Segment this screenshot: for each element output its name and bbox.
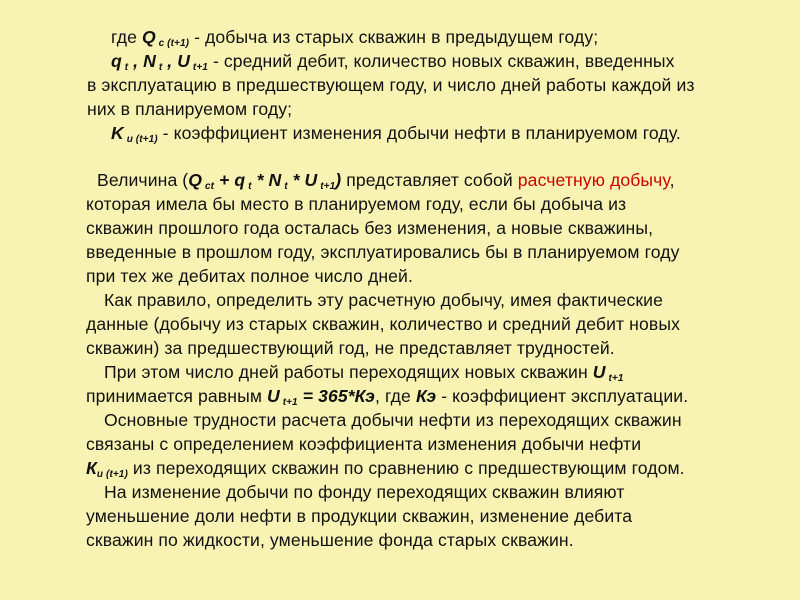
subscript: t bbox=[155, 62, 163, 73]
text: из переходящих скважин по сравнению с предшествующим годом. bbox=[127, 458, 685, 478]
text-line: Как правило, определить эту расчетную добычу, имея фактические bbox=[104, 290, 663, 310]
text: Величина ( bbox=[97, 170, 189, 190]
text: , bbox=[669, 170, 675, 190]
var-q: Q bbox=[188, 170, 203, 190]
text-line: Основные трудности расчета добычи нефти из переходящих скважин bbox=[104, 410, 682, 430]
subscript: с (t+1) bbox=[155, 38, 190, 49]
formula-part: = 365*Кэ bbox=[297, 386, 375, 406]
separator: , bbox=[162, 51, 178, 71]
subscript: t bbox=[121, 62, 129, 73]
text: - коэффициент эксплуатации. bbox=[436, 386, 689, 406]
formula-part: * U bbox=[287, 170, 318, 190]
formula-part: + q bbox=[214, 170, 246, 190]
text: принимается равным bbox=[86, 386, 267, 406]
text: - средний дебит, количество новых скважин, введенных bbox=[207, 51, 675, 71]
text: - добыча из старых скважин в предыдущем году; bbox=[189, 27, 599, 47]
formula-part: * N bbox=[251, 170, 282, 190]
subscript: t+1 bbox=[605, 373, 624, 384]
var-k: К bbox=[86, 458, 97, 478]
text: , где bbox=[374, 386, 416, 406]
text-line: На изменение добычи по фонду переходящих скважин влияют bbox=[104, 482, 625, 502]
text-line: скважин) за предшествующий год, не представляет трудностей. bbox=[86, 338, 615, 358]
subscript: t+1 bbox=[190, 62, 208, 73]
text-line: связаны с определением коэффициента изменения добычи нефти bbox=[86, 434, 642, 454]
subscript: и (t+1) bbox=[123, 134, 158, 145]
subscript: t+1 bbox=[279, 397, 298, 408]
text: представляет собой bbox=[341, 170, 518, 190]
subscript: t bbox=[281, 181, 288, 192]
var-u: U bbox=[177, 51, 191, 71]
text-line: данные (добычу из старых скважин, количество и средний дебит новых bbox=[86, 314, 680, 334]
text-line: них в планируемом году; bbox=[87, 99, 293, 119]
definition-line-k bbox=[111, 122, 681, 151]
var-q: q bbox=[111, 51, 122, 71]
var-k: K bbox=[111, 123, 124, 143]
formula-part: ) bbox=[335, 170, 342, 190]
var-n: N bbox=[143, 51, 156, 71]
subscript: ct bbox=[202, 181, 215, 192]
text-line: которая имела бы место в планируемом году, если бы добыча из bbox=[86, 194, 627, 214]
text-line: при тех же дебитах полное число дней. bbox=[86, 266, 413, 286]
subscript: t+1 bbox=[317, 181, 336, 192]
text: где bbox=[111, 27, 142, 47]
text-line: скважин прошлого года осталась без изменения, а новые скважины, bbox=[86, 218, 654, 238]
separator: , bbox=[128, 51, 144, 71]
text-line: уменьшение доли нефти в продукции скважин, изменение дебита bbox=[86, 506, 633, 526]
var-ke: Кэ bbox=[415, 386, 437, 406]
var-q: Q bbox=[141, 27, 156, 47]
highlighted-term: расчетную добычу bbox=[517, 170, 670, 190]
text-line: введенные в прошлом году, эксплуатировались бы в планируемом году bbox=[86, 242, 680, 262]
text-line: скважин по жидкости, уменьшение фонда старых скважин. bbox=[86, 530, 574, 550]
var-u: U bbox=[267, 386, 280, 406]
var-u: U bbox=[592, 362, 606, 382]
text-line: в эксплуатацию в предшествующем году, и число дней работы каждой из bbox=[87, 75, 695, 95]
subscript: t bbox=[245, 181, 252, 192]
subscript: и (t+1) bbox=[96, 469, 128, 480]
text: - коэффициент изменения добычи нефти в планируемом году. bbox=[157, 123, 681, 143]
text: При этом число дней работы переходящих новых скважин bbox=[104, 362, 593, 382]
